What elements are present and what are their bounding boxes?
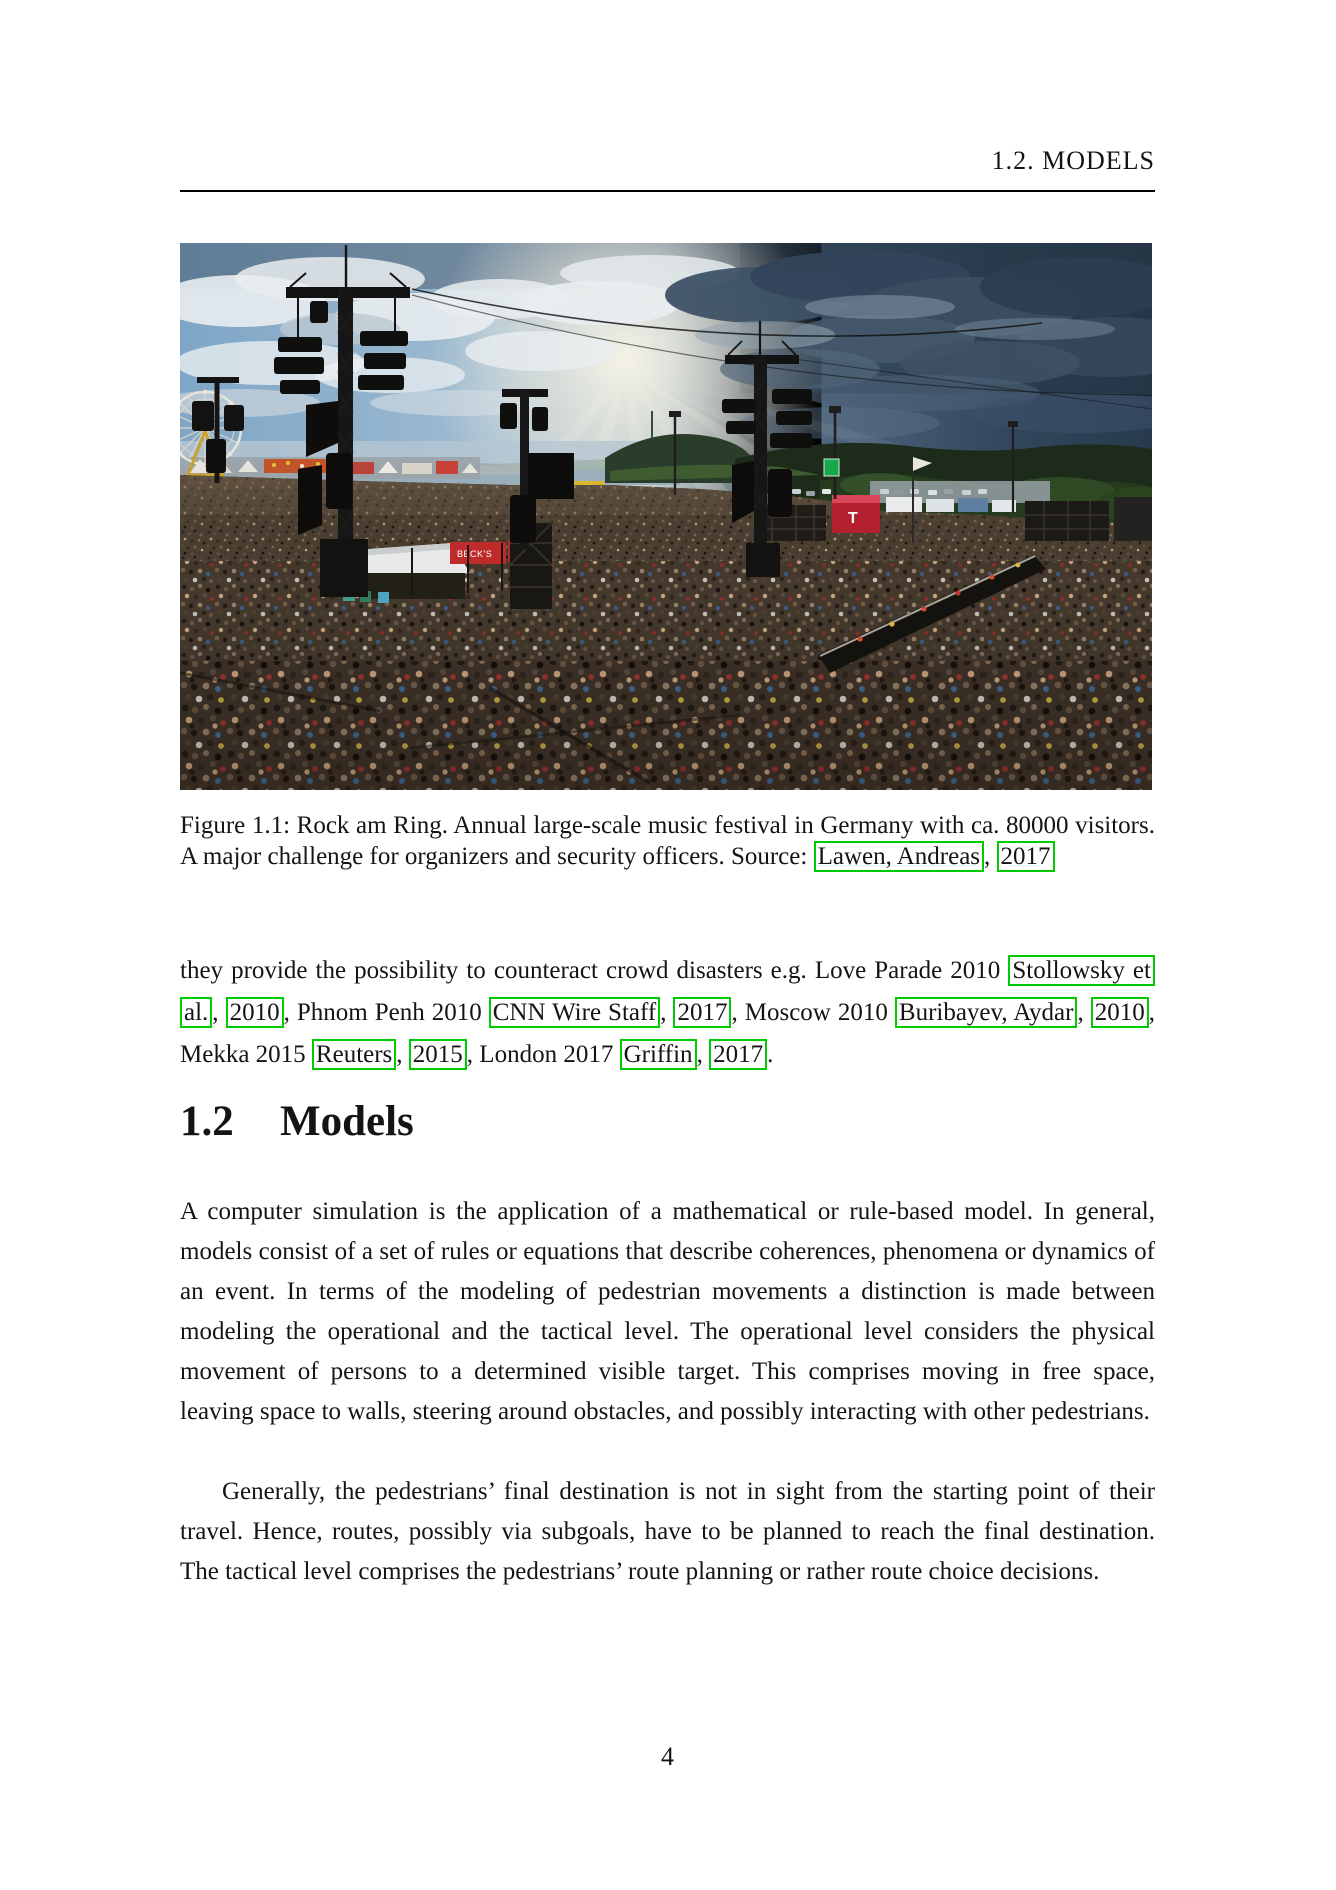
text-run: Figure 1.1: Rock am Ring. Annual large-scale music festival in Germany with ca. 80000 visitors. A major challenge for organizers and security officers. Source: xyxy=(180,812,1155,870)
text-run: , Moscow 2010 xyxy=(731,999,895,1026)
running-header: 1.2. MODELS xyxy=(991,146,1155,175)
paragraph-models-2: Generally, the pedestrians’ final destination is not in sight from the starting point of their travel. Hence, routes, possibly via subgoals, have to be planned to reach the final destination. The tactical level comprises the pedestrians’ route planning or rather route choice decisions. xyxy=(180,1478,1155,1585)
citation-link[interactable]: 2015 xyxy=(409,1039,467,1070)
text-run: they provide the possibility to counteract crowd disasters e.g. Love Parade 2010 xyxy=(180,957,1009,984)
section-title: Models xyxy=(280,1098,414,1145)
citation-link[interactable]: 2017 xyxy=(997,841,1055,872)
exit-sign xyxy=(824,459,839,476)
header-rule xyxy=(180,190,1155,192)
citation-link[interactable]: Griffin xyxy=(620,1039,697,1070)
svg-text:BECK'S: BECK'S xyxy=(457,549,493,559)
festival-photo xyxy=(180,243,1152,790)
section-heading xyxy=(180,1096,1155,1148)
citation-link[interactable]: Buribayev, Aydar xyxy=(895,997,1078,1028)
crowd xyxy=(180,471,1152,790)
citation-link[interactable]: 2017 xyxy=(673,997,731,1028)
citation-link[interactable]: 2017 xyxy=(709,1039,767,1070)
body-paragraph-continuation xyxy=(180,950,1155,1076)
citation-link[interactable]: CNN Wire Staff xyxy=(489,997,660,1028)
text-run: , Mekka 2015 xyxy=(180,999,1155,1068)
citation-link[interactable]: Stollowsky et al. xyxy=(180,955,1155,1028)
stage-platform-far-right xyxy=(1025,497,1152,541)
text-run: , xyxy=(984,843,997,870)
text-run: , xyxy=(696,1041,710,1068)
text-run: , xyxy=(396,1041,409,1068)
text-run: , xyxy=(212,999,226,1026)
figure-caption xyxy=(180,810,1155,872)
festival-photo-art xyxy=(180,243,1152,790)
svg-text:T: T xyxy=(848,510,858,527)
citation-link[interactable]: Lawen, Andreas xyxy=(814,841,984,872)
citation-link[interactable]: Reuters xyxy=(312,1039,396,1070)
paragraph-models-1: A computer simulation is the application of a mathematical or rule-based model. In general, models consist of a set of rules or equations that describe coherences, phenomena or dynamics of an event. In terms of the modeling of pedestrian movements a distinction is made between modeling the operational and the tactical level. The operational level considers the physical movement of persons to a determined visible target. This comprises moving in free space, leaving space to walls, steering around obstacles, and possibly interacting with other pedestrians. xyxy=(180,1198,1155,1425)
text-run: , London 2017 xyxy=(466,1041,620,1068)
text-run: , Phnom Penh 2010 xyxy=(283,999,489,1026)
page-number: 4 xyxy=(661,1742,674,1771)
section-number: 1.2 xyxy=(180,1098,234,1145)
text-run: , xyxy=(660,999,674,1026)
telekom-stand xyxy=(832,495,880,533)
text-run: , xyxy=(1077,999,1091,1026)
text-run: . xyxy=(767,1041,774,1068)
citation-link[interactable]: 2010 xyxy=(226,997,284,1028)
citation-link[interactable]: 2010 xyxy=(1091,997,1149,1028)
